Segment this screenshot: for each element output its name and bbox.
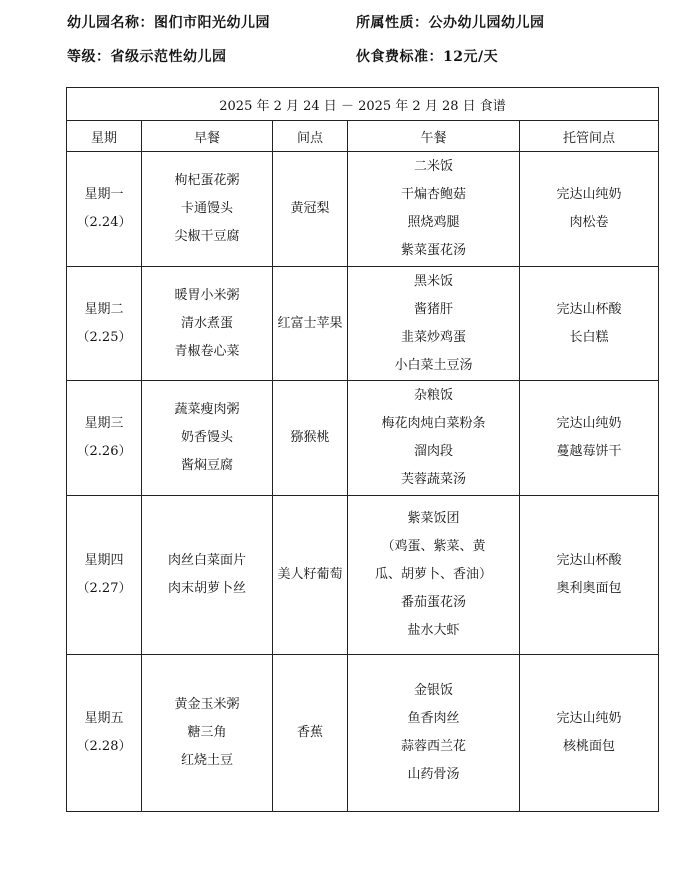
lunch-item: 梅花肉炖白菜粉条 bbox=[381, 416, 486, 431]
snack-item: 猕猴桃 bbox=[290, 430, 330, 445]
lunch-item: 芙蓉蔬菜汤 bbox=[400, 472, 466, 487]
meal-fee-value: 12元/天 bbox=[443, 49, 499, 65]
day-cell bbox=[67, 655, 142, 812]
care-snack-cell bbox=[520, 152, 659, 267]
snack-item: 黄冠梨 bbox=[290, 201, 330, 216]
meal-fee-line bbox=[356, 46, 498, 66]
lunch-cell bbox=[348, 496, 520, 655]
lunch-item: 酱猪肝 bbox=[413, 301, 453, 317]
breakfast-cell bbox=[142, 267, 273, 381]
lunch-cell bbox=[348, 267, 520, 381]
school-level-line bbox=[67, 46, 227, 66]
day-cell bbox=[67, 496, 142, 655]
care-snack-item: 完达山杯酸 bbox=[556, 301, 622, 317]
breakfast-item: 清水煮蛋 bbox=[180, 315, 233, 331]
care-snack-item: 蔓越莓饼干 bbox=[556, 444, 622, 459]
care-snack-item: 奥利奥面包 bbox=[556, 581, 622, 596]
lunch-item: 干煸杏鲍菇 bbox=[400, 187, 466, 202]
snack-item: 香蕉 bbox=[296, 725, 323, 740]
menu-title: 2025 年 2 月 24 日 － 2025 年 2 月 28 日 食谱 bbox=[67, 88, 659, 121]
care-snack-cell bbox=[520, 655, 659, 812]
lunch-item: 二米饭 bbox=[413, 159, 453, 174]
table-row bbox=[67, 496, 659, 655]
lunch-item: 杂粮饭 bbox=[413, 388, 453, 403]
table-row bbox=[67, 381, 659, 496]
column-header-snack: 间点 bbox=[273, 121, 348, 152]
lunch-item: 瓜、胡萝卜、香油） bbox=[374, 567, 492, 582]
breakfast-item: 红烧土豆 bbox=[180, 753, 233, 768]
day-date: （2.24） bbox=[76, 215, 132, 230]
breakfast-item: 尖椒干豆腐 bbox=[174, 229, 240, 244]
day-date: （2.28） bbox=[76, 739, 132, 754]
care-snack-item: 核桃面包 bbox=[563, 739, 616, 754]
lunch-cell bbox=[348, 381, 520, 496]
school-level-value: 省级示范性幼儿园 bbox=[110, 49, 227, 65]
snack-cell bbox=[273, 381, 348, 496]
breakfast-cell bbox=[142, 496, 273, 655]
care-snack-cell bbox=[520, 381, 659, 496]
day-name: 星期三 bbox=[84, 416, 124, 431]
snack-cell bbox=[273, 496, 348, 655]
lunch-item: 溜肉段 bbox=[413, 444, 453, 459]
school-name-line bbox=[67, 12, 270, 32]
care-snack-item: 完达山纯奶 bbox=[556, 711, 622, 726]
table-row bbox=[67, 267, 659, 381]
care-snack-item: 完达山纯奶 bbox=[556, 416, 622, 431]
lunch-item: 紫菜蛋花汤 bbox=[400, 243, 466, 258]
day-name: 星期一 bbox=[84, 187, 124, 202]
breakfast-item: 肉丝白菜面片 bbox=[167, 553, 246, 568]
breakfast-item: 糖三角 bbox=[187, 725, 227, 740]
table-row bbox=[67, 655, 659, 812]
lunch-item: 金银饭 bbox=[413, 683, 453, 698]
lunch-item: 盐水大虾 bbox=[407, 623, 460, 638]
care-snack-item: 完达山杯酸 bbox=[556, 553, 622, 568]
column-header-day: 星期 bbox=[67, 121, 142, 152]
day-date: （2.25） bbox=[76, 329, 132, 345]
lunch-cell bbox=[348, 152, 520, 267]
lunch-item: 黑米饭 bbox=[413, 273, 453, 289]
day-cell bbox=[67, 381, 142, 496]
day-date: （2.27） bbox=[76, 581, 132, 596]
snack-item: 美人籽葡萄 bbox=[277, 567, 343, 582]
breakfast-item: 奶香馒头 bbox=[180, 430, 233, 445]
snack-cell bbox=[273, 267, 348, 381]
column-header-breakfast: 早餐 bbox=[142, 121, 273, 152]
breakfast-cell bbox=[142, 381, 273, 496]
lunch-item: 蒜蓉西兰花 bbox=[400, 739, 466, 754]
care-snack-item: 长白糕 bbox=[569, 329, 609, 345]
school-nature-value: 公办幼儿园幼儿园 bbox=[428, 15, 545, 31]
lunch-cell bbox=[348, 655, 520, 812]
lunch-item: 紫菜饭团 bbox=[407, 511, 460, 526]
column-header-lunch: 午餐 bbox=[348, 121, 520, 152]
lunch-item: 韭菜炒鸡蛋 bbox=[400, 329, 466, 345]
lunch-item: 鱼香肉丝 bbox=[407, 711, 460, 726]
lunch-item: 番茄蛋花汤 bbox=[400, 595, 466, 610]
snack-cell bbox=[273, 152, 348, 267]
breakfast-item: 枸杞蛋花粥 bbox=[174, 173, 240, 188]
day-date: （2.26） bbox=[76, 444, 132, 459]
snack-item: 红富士苹果 bbox=[277, 315, 343, 331]
breakfast-item: 黄金玉米粥 bbox=[174, 697, 240, 712]
care-snack-item: 完达山纯奶 bbox=[556, 187, 622, 202]
lunch-item: 小白菜土豆汤 bbox=[394, 357, 473, 373]
breakfast-cell bbox=[142, 152, 273, 267]
day-name: 星期四 bbox=[84, 553, 124, 568]
breakfast-item: 酱焖豆腐 bbox=[180, 458, 233, 473]
weekly-menu-table bbox=[66, 87, 659, 812]
breakfast-item: 肉末胡萝卜丝 bbox=[167, 581, 246, 596]
lunch-item: 照烧鸡腿 bbox=[407, 215, 460, 230]
lunch-item: 山药骨汤 bbox=[407, 767, 460, 782]
breakfast-cell bbox=[142, 655, 273, 812]
school-level-label: 等级： bbox=[67, 49, 111, 65]
care-snack-cell bbox=[520, 496, 659, 655]
breakfast-item: 青椒卷心菜 bbox=[174, 343, 240, 359]
school-name-label: 幼儿园名称： bbox=[67, 15, 154, 31]
day-name: 星期二 bbox=[84, 301, 124, 317]
table-row bbox=[67, 152, 659, 267]
lunch-item: （鸡蛋、紫菜、黄 bbox=[381, 539, 486, 554]
school-name-value: 图们市阳光幼儿园 bbox=[154, 15, 270, 31]
day-cell bbox=[67, 152, 142, 267]
care-snack-cell bbox=[520, 267, 659, 381]
breakfast-item: 暖胃小米粥 bbox=[174, 287, 240, 303]
column-header-care-snack: 托管间点 bbox=[520, 121, 659, 152]
care-snack-item: 肉松卷 bbox=[569, 215, 609, 230]
meal-fee-label: 伙食费标准： bbox=[356, 49, 443, 65]
school-nature-label: 所属性质： bbox=[356, 15, 429, 31]
column-header-row bbox=[67, 121, 659, 152]
day-cell bbox=[67, 267, 142, 381]
breakfast-item: 蔬菜瘦肉粥 bbox=[174, 402, 240, 417]
snack-cell bbox=[273, 655, 348, 812]
breakfast-item: 卡通馒头 bbox=[180, 201, 233, 216]
school-nature-line bbox=[356, 12, 545, 32]
day-name: 星期五 bbox=[84, 711, 124, 726]
